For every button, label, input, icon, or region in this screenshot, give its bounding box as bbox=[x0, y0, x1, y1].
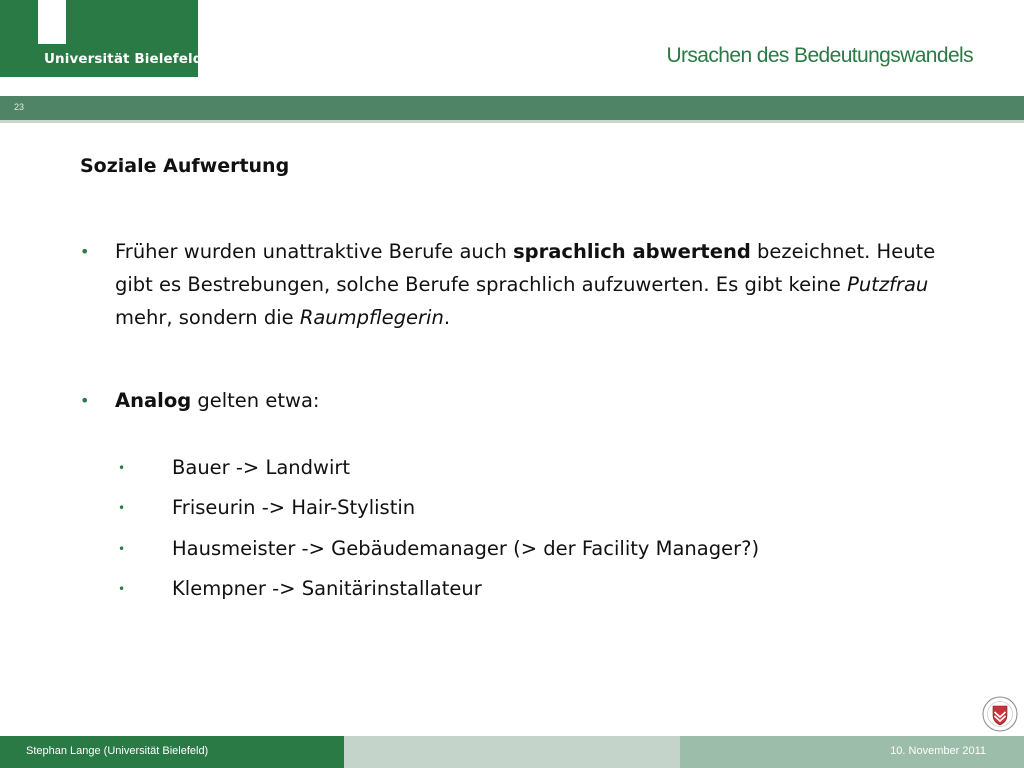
text-segment: gelten etwa: bbox=[191, 389, 320, 412]
sub-bullet-marker: • bbox=[118, 582, 126, 596]
logo-text: Universität Bielefeld bbox=[44, 51, 203, 67]
bullet-text bbox=[115, 235, 955, 334]
italic-term: Putzfrau bbox=[847, 273, 929, 296]
bullet-item-1 bbox=[80, 235, 950, 335]
bold-term: sprachlich abwertend bbox=[513, 240, 751, 263]
sub-bullet-marker: • bbox=[118, 501, 126, 515]
text-segment: . bbox=[443, 306, 451, 329]
section-heading: Soziale Aufwertung bbox=[80, 155, 290, 177]
bullet-marker: • bbox=[80, 391, 90, 410]
sub-item-text: Bauer -> Landwirt bbox=[172, 456, 351, 479]
header-band bbox=[0, 96, 1024, 123]
footer-date: 10. November 2011 bbox=[890, 745, 986, 757]
footer-author: Stephan Lange (Universität Bielefeld) bbox=[26, 745, 209, 757]
logo-notch bbox=[38, 0, 66, 44]
bullet-marker: • bbox=[80, 242, 90, 261]
sub-item-text: Hausmeister -> Gebäudemanager (> der Facility Manager?) bbox=[172, 537, 760, 560]
university-logo bbox=[0, 0, 203, 77]
sub-bullet-marker: • bbox=[118, 461, 126, 475]
bold-term: Analog bbox=[115, 389, 192, 412]
italic-term: Raumpflegerin bbox=[299, 306, 444, 329]
sub-bullet-marker: • bbox=[118, 542, 126, 556]
bullet-item-2 bbox=[80, 384, 950, 418]
bullet-text bbox=[115, 384, 955, 417]
footer-bar-middle bbox=[344, 736, 680, 768]
slide-title: Ursachen des Bedeutungswandels bbox=[666, 44, 973, 67]
text-segment: mehr, sondern die bbox=[115, 306, 300, 329]
slide-number: 23 bbox=[14, 102, 25, 112]
sub-item-text: Friseurin -> Hair-Stylistin bbox=[172, 496, 416, 519]
sub-item-text: Klempner -> Sanitärinstallateur bbox=[172, 577, 482, 600]
text-segment: bezeichnet. Heute gibt es Bestrebungen, solche Berufe sprachlich aufzuwerten. Es gibt keine bbox=[115, 240, 936, 296]
university-seal-icon bbox=[982, 696, 1018, 732]
text-segment: Früher wurden unattraktive Berufe auch bbox=[115, 240, 514, 263]
